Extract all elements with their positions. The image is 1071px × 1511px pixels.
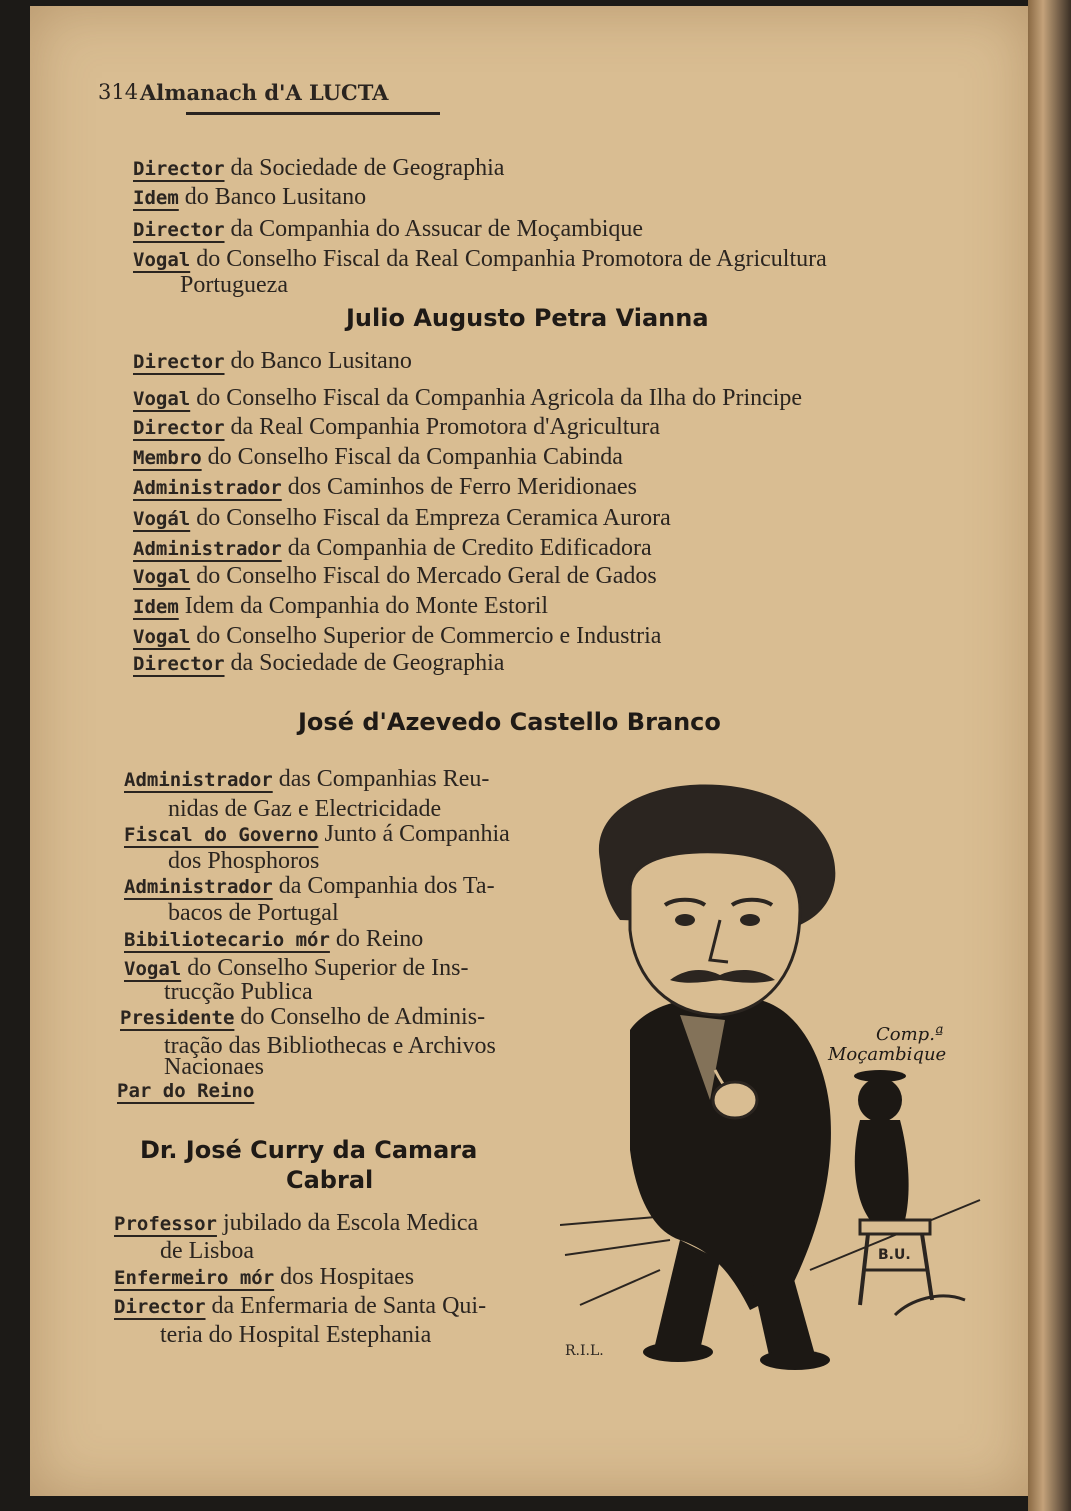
entry-line — [133, 535, 652, 562]
entry-role: Bibiliotecario mór — [124, 929, 330, 951]
entry-role: Director — [114, 1296, 206, 1318]
book-spine — [1028, 0, 1071, 1511]
entry-line-continuation — [168, 900, 339, 926]
entry-text: do Conselho Superior de Commercio e Industria — [190, 623, 662, 649]
entry-text: do Conselho Fiscal do Mercado Geral de Gados — [190, 563, 657, 589]
page-header — [98, 80, 498, 120]
entry-line — [114, 1264, 414, 1291]
person-heading: José d'Azevedo Castello Branco — [298, 708, 721, 736]
entry-text: Idem da Companhia do Monte Estoril — [178, 593, 549, 619]
entry-role: Par do Reino — [117, 1080, 255, 1102]
entry-role: Vogal — [133, 566, 191, 588]
entry-line-continuation — [160, 1322, 431, 1348]
entry-text: dos Hospitaes — [274, 1264, 415, 1290]
entry-text: nidas de Gaz e Electricidade — [168, 796, 442, 822]
entry-line — [133, 155, 504, 182]
entry-role: Vogal — [133, 626, 191, 648]
stool-label: B.U. — [878, 1247, 911, 1263]
entry-role: Director — [133, 158, 225, 180]
entry-line — [124, 821, 510, 848]
entry-line-continuation — [180, 272, 288, 298]
entry-text: dos Caminhos de Ferro Meridionaes — [281, 474, 637, 500]
entry-role: Professor — [114, 1213, 217, 1235]
entry-role: Administrador — [124, 769, 273, 791]
entry-line — [114, 1293, 486, 1320]
entry-role: Director — [133, 219, 225, 241]
entry-text: da Companhia do Assucar de Moçambique — [224, 216, 644, 242]
entry-text: do Conselho Superior de Ins- — [181, 955, 469, 981]
entry-role: Idem — [133, 596, 179, 618]
entry-role: Membro — [133, 447, 202, 469]
entry-text: jubilado da Escola Medica — [216, 1210, 479, 1236]
entry-line — [124, 926, 423, 953]
entry-role: Vogál — [133, 508, 191, 530]
running-title: Almanach d'A LUCTA — [140, 80, 389, 105]
entry-text: do Conselho Fiscal da Companhia Cabinda — [201, 444, 623, 470]
entry-text: da Companhia dos Ta- — [272, 873, 495, 899]
entry-text: do Conselho Fiscal da Empreza Ceramica Aurora — [190, 505, 671, 531]
entry-line — [124, 955, 469, 982]
entry-text: da Real Companhia Promotora d'Agricultura — [224, 414, 661, 440]
page-number: 314 — [98, 80, 139, 104]
artist-signature: R.I.L. — [565, 1343, 604, 1359]
entry-text: tração das Bibliothecas e Archivos — [164, 1033, 496, 1059]
entry-line — [124, 873, 495, 900]
entry-line — [114, 1210, 478, 1237]
entry-role: Enfermeiro mór — [114, 1267, 275, 1289]
entry-role: Presidente — [120, 1007, 235, 1029]
entry-line — [120, 1004, 485, 1031]
entry-role: Director — [133, 653, 225, 675]
entry-text: Portugueza — [180, 272, 288, 298]
entry-role: Administrador — [133, 477, 282, 499]
entry-text: dos Phosphoros — [168, 848, 320, 874]
illustration-caption-line2: Moçambique — [828, 1044, 947, 1065]
entry-text: trucção Publica — [164, 979, 313, 1005]
entry-line-continuation — [160, 1238, 254, 1264]
entry-line — [133, 563, 657, 590]
entry-text: da Sociedade de Geographia — [224, 650, 505, 676]
person-heading: Julio Augusto Petra Vianna — [346, 304, 709, 332]
entry-line — [117, 1077, 254, 1104]
entry-role: Vogal — [133, 388, 191, 410]
entry-role: Administrador — [124, 876, 273, 898]
entry-text: das Companhias Reu- — [272, 766, 490, 792]
entry-line — [133, 385, 802, 412]
entry-role: Vogal — [133, 249, 191, 271]
caricature-illustration — [560, 770, 985, 1370]
entry-text: de Lisboa — [160, 1238, 254, 1264]
entry-line — [124, 766, 489, 793]
entry-role: Fiscal do Governo — [124, 824, 319, 846]
entry-line-continuation — [164, 979, 313, 1005]
entry-text: do Conselho Fiscal da Real Companhia Promotora de Agricultura — [190, 246, 827, 272]
entry-text: do Reino — [329, 926, 424, 952]
entry-text: bacos de Portugal — [168, 900, 339, 926]
entry-line — [133, 216, 643, 243]
entry-role: Director — [133, 351, 225, 373]
entry-text: da Companhia de Credito Edificadora — [281, 535, 652, 561]
entry-text: do Conselho Fiscal da Companhia Agricola da Ilha do Principe — [190, 385, 803, 411]
entry-text: do Banco Lusitano — [224, 348, 412, 374]
illustration-caption-line1: Comp.ª — [876, 1024, 944, 1045]
entry-role: Vogal — [124, 958, 182, 980]
entry-line-continuation — [168, 796, 441, 822]
entry-line — [133, 474, 637, 501]
entry-line — [133, 348, 412, 375]
entry-line — [133, 246, 827, 273]
entry-line — [133, 184, 366, 211]
entry-text: da Sociedade de Geographia — [224, 155, 505, 181]
entry-text: Junto á Companhia — [318, 821, 510, 847]
entry-text: da Enfermaria de Santa Qui- — [205, 1293, 487, 1319]
entry-line — [133, 593, 548, 620]
entry-line — [133, 650, 504, 677]
person-heading-line2: Cabral — [286, 1166, 374, 1194]
entry-line — [133, 414, 660, 441]
entry-line — [133, 623, 661, 650]
entry-role: Idem — [133, 187, 179, 209]
entry-text: do Banco Lusitano — [178, 184, 367, 210]
entry-line — [133, 444, 623, 471]
entry-text: Nacionaes — [164, 1054, 264, 1080]
entry-line — [133, 505, 671, 532]
entry-role: Director — [133, 417, 225, 439]
person-heading-line1: Dr. José Curry da Camara — [140, 1136, 478, 1164]
entry-role: Administrador — [133, 538, 282, 560]
entry-text: teria do Hospital Estephania — [160, 1322, 432, 1348]
entry-line-continuation — [168, 848, 319, 874]
entry-text: do Conselho de Adminis- — [234, 1004, 486, 1030]
header-rule — [186, 112, 440, 115]
